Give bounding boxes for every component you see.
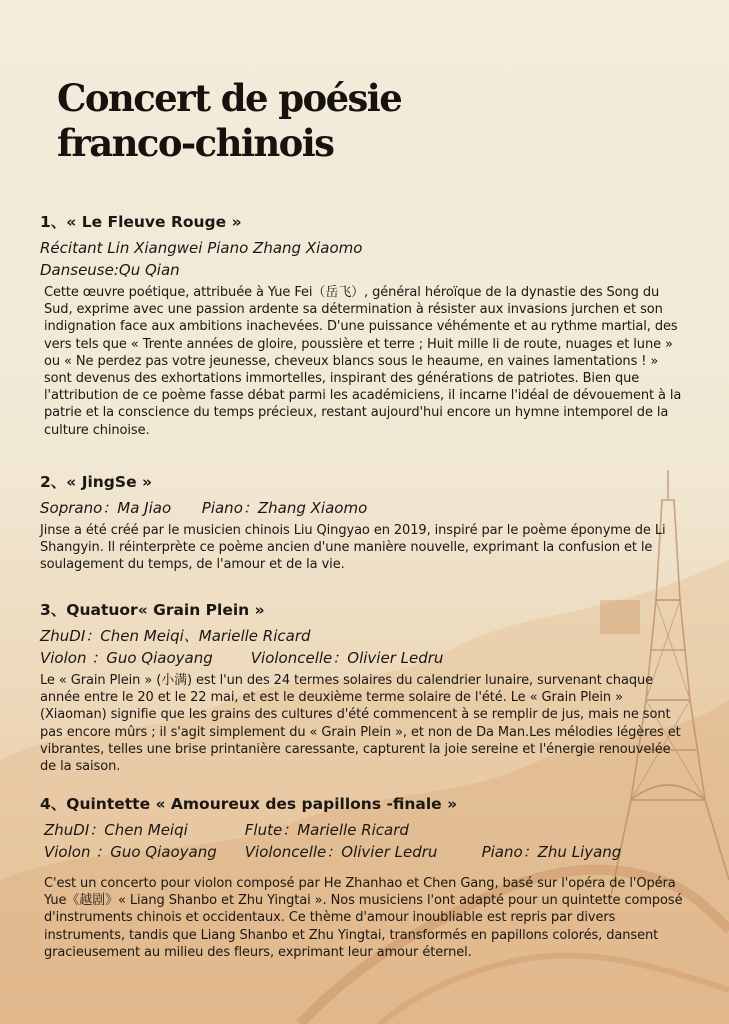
program-item-1 bbox=[40, 210, 688, 439]
credits-line bbox=[40, 625, 688, 647]
credit-entry: Récitant Lin Xiangwei Piano Zhang Xiaomo bbox=[40, 239, 363, 257]
item-description: C'est un concerto pour violon composé par He Zhanhao et Chen Gang, basé sur l'opéra de l'Opéra Yue《越剧》« Liang Shanbo et Zhu Yingtai ». Nos musiciens l'ont adapté pour un quintette composé d'instruments chinois et occidentaux. Ce thème d'amour inoubliable est repris par divers instruments, tandis que Liang Shanbo et Zhu Yingtai, transformés en papillons colorés, dansent gracieusement au milieu des fleurs, exprimant leur amour éternel. bbox=[44, 876, 683, 960]
item-heading: 2、« JingSe » bbox=[40, 473, 152, 491]
credit-entry: Violon ：Guo Qiaoyang bbox=[44, 843, 217, 861]
credits-line bbox=[40, 819, 688, 841]
item-description: Le « Grain Plein » (小满) est l'un des 24 termes solaires du calendrier lunaire, survenant chaque année entre le 20 et le 22 mai, et est le deuxième terme solaire de l'été. Le « Grain Plein » (Xiaoman) signifie que les grains des cultures d'été commencent à se remplir de jus, mais ne sont pas encore mûrs ; il s'agit simplement du « Grain Plein », et non de Da Man.Les mélodies légères et vibrantes, telles une brise printanière caressante, capturent la joie sereine et l'énergie renouvelée de la saison. bbox=[40, 673, 681, 775]
credit-entry: Violoncelle：Olivier Ledru bbox=[244, 843, 438, 861]
item-description: Cette œuvre poétique, attribuée à Yue Fei（岳飞）, général héroïque de la dynastie des Song du Sud, exprime avec une passion ardente sa détermination à résister aux invasions jurchen et son indignation face aux ambitions inachevées. D'une puissance véhémente et au rythme martial, des vers tels que « Trente années de gloire, poussière et terre ; Huit mille li de route, nuages et lune » ou « Ne perdez pas votre jeunesse, cheveux blancs sous le heaume, en vaines lamentations ! » sont devenus des exhortations immortelles, inspirant des générations de patriotes. Bien que l'attribution de ce poème fasse débat parmi les académiciens, il incarne l'idéal de dévouement à la patrie et la conscience du temps précieux, restant aujourd'hui encore un hymne intemporel de la culture chinoise. bbox=[44, 285, 682, 438]
title-line-1: Concert de poésie bbox=[57, 76, 402, 120]
credits-line bbox=[40, 841, 688, 863]
item-description: Jinse a été créé par le musicien chinois Liu Qingyao en 2019, inspiré par le poème éponyme de Li Shangyin. Il réinterprète ce poème ancien d'une manière nouvelle, exprimant la confusion et le soulagement du temps, de l'amour et de la vie. bbox=[40, 523, 666, 573]
credit-entry: Piano：Zhu Liyang bbox=[481, 843, 622, 861]
credit-entry: Flute：Marielle Ricard bbox=[244, 821, 409, 839]
credit-entry: ZhuDI：Chen Meiqi bbox=[44, 821, 188, 839]
item-heading: 3、Quatuor« Grain Plein » bbox=[40, 601, 265, 619]
credit-entry: Violoncelle：Olivier Ledru bbox=[250, 649, 444, 667]
credits-line bbox=[40, 497, 688, 519]
item-heading: 1、« Le Fleuve Rouge » bbox=[40, 213, 242, 231]
credits-line bbox=[40, 259, 688, 281]
program-item-2 bbox=[40, 470, 688, 574]
credit-entry: Soprano：Ma Jiao bbox=[40, 499, 172, 517]
item-heading: 4、Quintette « Amoureux des papillons -finale » bbox=[40, 795, 458, 813]
program-item-3 bbox=[40, 598, 688, 775]
program-item-4 bbox=[40, 792, 688, 961]
credit-entry: Piano：Zhang Xiaomo bbox=[201, 499, 368, 517]
credits-line bbox=[40, 647, 688, 669]
credit-entry: ZhuDI：Chen Meiqi、Marielle Ricard bbox=[40, 627, 311, 645]
credit-entry: Danseuse:Qu Qian bbox=[40, 261, 180, 279]
page-title bbox=[57, 76, 401, 166]
credit-entry: Violon ：Guo Qiaoyang bbox=[40, 649, 213, 667]
credits-line bbox=[40, 237, 688, 259]
title-line-2: franco-chinois bbox=[57, 121, 334, 165]
